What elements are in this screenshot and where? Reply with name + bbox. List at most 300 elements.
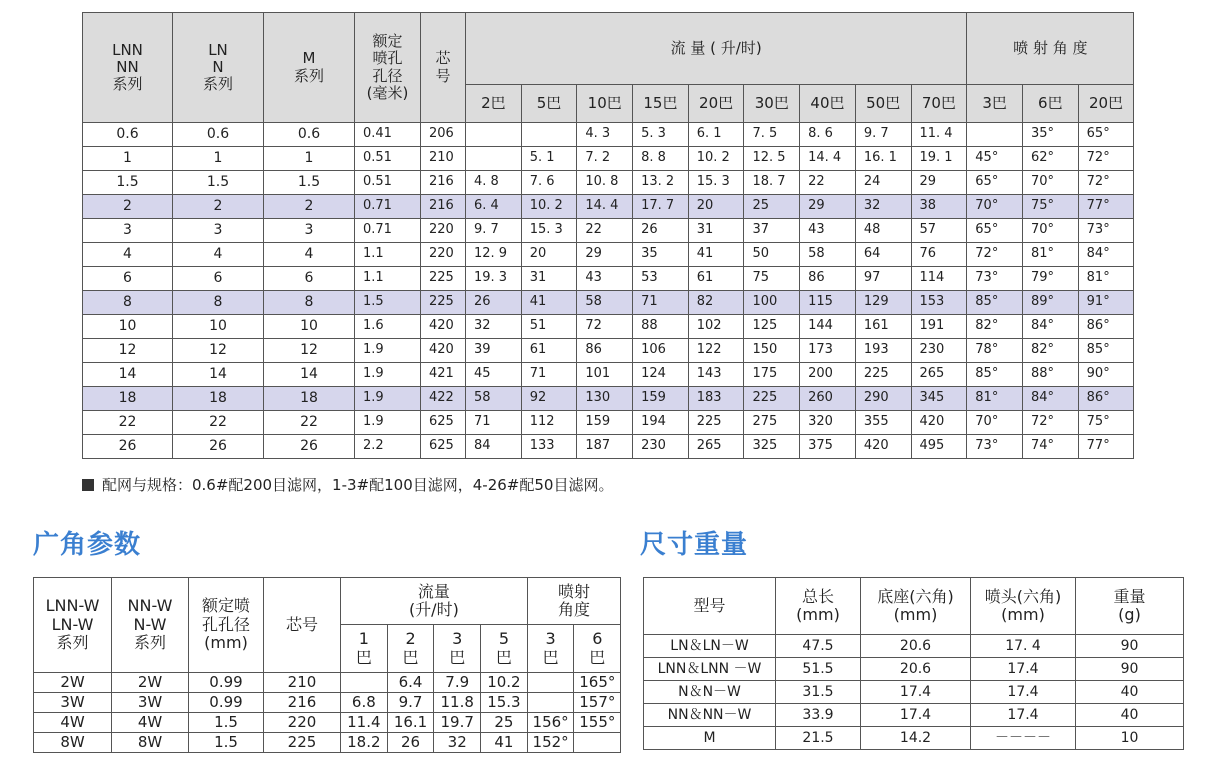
table-cell: 290 bbox=[855, 387, 911, 411]
table-cell: 175 bbox=[744, 363, 800, 387]
table-cell: 1 bbox=[83, 147, 173, 171]
header-nn-w-series: NN-W N-W 系列 bbox=[112, 578, 189, 673]
table-cell: 2.2 bbox=[355, 435, 421, 459]
table-cell: 20 bbox=[521, 243, 577, 267]
table-cell: 1.5 bbox=[189, 733, 264, 753]
table-cell: 225 bbox=[855, 363, 911, 387]
header-flow-pressure: 30巴 bbox=[744, 85, 800, 123]
table-cell: 144 bbox=[800, 315, 856, 339]
table-cell: 4W bbox=[112, 713, 189, 733]
table-cell: 225 bbox=[688, 411, 744, 435]
table-cell: 125 bbox=[744, 315, 800, 339]
table-cell: 71 bbox=[521, 363, 577, 387]
table-row bbox=[644, 658, 1184, 681]
table-cell: 50 bbox=[744, 243, 800, 267]
table-row bbox=[83, 267, 1134, 291]
table-cell: 8. 8 bbox=[633, 147, 689, 171]
table-row bbox=[83, 243, 1134, 267]
table-cell: 29 bbox=[911, 171, 967, 195]
table-cell: 41 bbox=[688, 243, 744, 267]
table-cell: 61 bbox=[521, 339, 577, 363]
header-flow-pressure: 20巴 bbox=[688, 85, 744, 123]
table-cell: 1.9 bbox=[355, 339, 421, 363]
table-cell: 325 bbox=[744, 435, 800, 459]
table-cell: 65° bbox=[1078, 123, 1134, 147]
table-cell: 375 bbox=[800, 435, 856, 459]
table-cell: 265 bbox=[688, 435, 744, 459]
header-ln-series: LN N 系列 bbox=[173, 13, 264, 123]
table-cell: 420 bbox=[855, 435, 911, 459]
table-cell: 58 bbox=[800, 243, 856, 267]
table-cell: 6.8 bbox=[341, 693, 388, 713]
table-cell: M bbox=[644, 727, 776, 750]
table-cell: 12. 9 bbox=[466, 243, 522, 267]
table-cell: 18 bbox=[264, 387, 355, 411]
table-cell: 75 bbox=[744, 267, 800, 291]
table-cell: 85° bbox=[1078, 339, 1134, 363]
table-cell: 165° bbox=[574, 673, 621, 693]
header-angle-pressure: 3巴 bbox=[967, 85, 1023, 123]
table-row bbox=[34, 673, 621, 693]
table-cell: 115 bbox=[800, 291, 856, 315]
table-cell: 22 bbox=[577, 219, 633, 243]
header-lnn-series: LNN NN 系列 bbox=[83, 13, 173, 123]
table-cell: 173 bbox=[800, 339, 856, 363]
table-cell: 1 bbox=[264, 147, 355, 171]
table-cell: 16. 1 bbox=[855, 147, 911, 171]
table-cell: 420 bbox=[421, 339, 466, 363]
table-row bbox=[34, 733, 621, 753]
table-row bbox=[644, 681, 1184, 704]
table-cell: 70° bbox=[967, 195, 1023, 219]
table-cell: 84° bbox=[1022, 387, 1078, 411]
table-cell: 11.4 bbox=[341, 713, 388, 733]
table-cell: 10 bbox=[1076, 727, 1184, 750]
header-cell: 底座(六角) (mm) bbox=[861, 578, 971, 635]
table-row bbox=[83, 147, 1134, 171]
table-cell: 0.51 bbox=[355, 171, 421, 195]
table-cell: 17.4 bbox=[861, 681, 971, 704]
table-cell: 74° bbox=[1022, 435, 1078, 459]
table-cell: 124 bbox=[633, 363, 689, 387]
table-cell: 86° bbox=[1078, 315, 1134, 339]
table-cell: 41 bbox=[521, 291, 577, 315]
table-cell: 71 bbox=[466, 411, 522, 435]
table-cell: 4. 3 bbox=[577, 123, 633, 147]
table-cell: 31 bbox=[521, 267, 577, 291]
table-cell: 10. 2 bbox=[688, 147, 744, 171]
table-cell: 0.99 bbox=[189, 673, 264, 693]
table-cell: 100 bbox=[744, 291, 800, 315]
table-cell: 88 bbox=[633, 315, 689, 339]
table-cell: 1.9 bbox=[355, 411, 421, 435]
table-cell: 193 bbox=[855, 339, 911, 363]
table-cell: 29 bbox=[800, 195, 856, 219]
table-row bbox=[83, 219, 1134, 243]
table-cell: 6. 4 bbox=[466, 195, 522, 219]
table-cell: 14 bbox=[83, 363, 173, 387]
table-cell: 32 bbox=[855, 195, 911, 219]
table-cell: 155° bbox=[574, 713, 621, 733]
table-cell: 45° bbox=[967, 147, 1023, 171]
table-cell bbox=[527, 693, 574, 713]
table-cell: 130 bbox=[577, 387, 633, 411]
table-cell: 156° bbox=[527, 713, 574, 733]
table-cell: 3 bbox=[173, 219, 264, 243]
table-cell: 57 bbox=[911, 219, 967, 243]
table-cell: 20.6 bbox=[861, 635, 971, 658]
header-flow-pressure: 2巴 bbox=[466, 85, 522, 123]
table-cell: 4 bbox=[173, 243, 264, 267]
table-cell: 18 bbox=[83, 387, 173, 411]
table-cell: 12 bbox=[264, 339, 355, 363]
table-cell: 51.5 bbox=[776, 658, 861, 681]
table-cell: 10.2 bbox=[481, 673, 528, 693]
table-cell: 7. 2 bbox=[577, 147, 633, 171]
table-cell: 25 bbox=[481, 713, 528, 733]
table-cell: 39 bbox=[466, 339, 522, 363]
table-cell: 35 bbox=[633, 243, 689, 267]
table-cell: 112 bbox=[521, 411, 577, 435]
table-cell: 92 bbox=[521, 387, 577, 411]
table-cell bbox=[341, 673, 388, 693]
table-cell: 17. 4 bbox=[971, 635, 1076, 658]
table-row bbox=[644, 704, 1184, 727]
table-cell: N＆N－W bbox=[644, 681, 776, 704]
table-cell: 90 bbox=[1076, 658, 1184, 681]
table-cell: 71 bbox=[633, 291, 689, 315]
table-cell: 220 bbox=[421, 219, 466, 243]
table-cell: 40 bbox=[1076, 681, 1184, 704]
header-orifice: 额定喷 孔孔径 (mm) bbox=[189, 578, 264, 673]
header-flow: 流 量 ( 升/时) bbox=[466, 13, 967, 85]
table-cell: 133 bbox=[521, 435, 577, 459]
table-cell: 58 bbox=[466, 387, 522, 411]
table-cell: 0.51 bbox=[355, 147, 421, 171]
header-flow-pressure: 5巴 bbox=[521, 85, 577, 123]
table-cell: 73° bbox=[967, 435, 1023, 459]
table-cell: 32 bbox=[466, 315, 522, 339]
table-cell: 32 bbox=[434, 733, 481, 753]
table-cell: 18. 7 bbox=[744, 171, 800, 195]
table-cell: 17.4 bbox=[971, 681, 1076, 704]
table-cell: 85° bbox=[967, 363, 1023, 387]
header-cell: 总长 (mm) bbox=[776, 578, 861, 635]
table-cell: 15. 3 bbox=[688, 171, 744, 195]
table-cell bbox=[521, 123, 577, 147]
table-cell: 33.9 bbox=[776, 704, 861, 727]
table-cell: 29 bbox=[577, 243, 633, 267]
table-cell: 9.7 bbox=[387, 693, 434, 713]
table-cell: 625 bbox=[421, 411, 466, 435]
header-m-series: M 系列 bbox=[264, 13, 355, 123]
table-cell: 25 bbox=[744, 195, 800, 219]
table-cell: 4 bbox=[264, 243, 355, 267]
table-cell: 187 bbox=[577, 435, 633, 459]
table-cell: 84 bbox=[466, 435, 522, 459]
table-cell: 1.9 bbox=[355, 363, 421, 387]
table-cell: 14 bbox=[173, 363, 264, 387]
table-cell: 17.4 bbox=[861, 704, 971, 727]
table-cell: 4W bbox=[34, 713, 112, 733]
table-row bbox=[83, 195, 1134, 219]
table-cell: 65° bbox=[967, 171, 1023, 195]
table-cell: 77° bbox=[1078, 435, 1134, 459]
table-cell bbox=[574, 733, 621, 753]
table-cell: 43 bbox=[577, 267, 633, 291]
table-cell: 48 bbox=[855, 219, 911, 243]
table-cell: 84° bbox=[1022, 315, 1078, 339]
table-row bbox=[83, 315, 1134, 339]
table-cell: 58 bbox=[577, 291, 633, 315]
table-cell: 10. 2 bbox=[521, 195, 577, 219]
table-cell: 265 bbox=[911, 363, 967, 387]
header-cell: 喷头(六角) (mm) bbox=[971, 578, 1076, 635]
table-cell: 129 bbox=[855, 291, 911, 315]
table-cell: 12 bbox=[173, 339, 264, 363]
table-cell bbox=[967, 123, 1023, 147]
table-cell: 65° bbox=[967, 219, 1023, 243]
table-cell: 225 bbox=[744, 387, 800, 411]
table-row bbox=[644, 727, 1184, 750]
table-cell: 10 bbox=[173, 315, 264, 339]
table-cell: 22 bbox=[83, 411, 173, 435]
table-cell: 20 bbox=[688, 195, 744, 219]
table-cell: 3 bbox=[264, 219, 355, 243]
table-cell: 143 bbox=[688, 363, 744, 387]
table-cell: 220 bbox=[421, 243, 466, 267]
table-cell: 320 bbox=[800, 411, 856, 435]
table-cell: 19. 1 bbox=[911, 147, 967, 171]
table-cell: 8 bbox=[264, 291, 355, 315]
table-cell: 225 bbox=[421, 291, 466, 315]
table-cell: 3 bbox=[83, 219, 173, 243]
table-cell: 0.99 bbox=[189, 693, 264, 713]
table-cell bbox=[527, 673, 574, 693]
table-cell: 10. 8 bbox=[577, 171, 633, 195]
table-cell: 4. 8 bbox=[466, 171, 522, 195]
table-cell: 82° bbox=[1022, 339, 1078, 363]
size-weight-title: 尺寸重量 bbox=[640, 530, 749, 560]
table-cell: 84° bbox=[1078, 243, 1134, 267]
table-cell: 85° bbox=[967, 291, 1023, 315]
table-cell: 1.6 bbox=[355, 315, 421, 339]
header-cell: 型号 bbox=[644, 578, 776, 635]
table-cell: LNN＆LNN －W bbox=[644, 658, 776, 681]
table-cell: 72 bbox=[577, 315, 633, 339]
table-row bbox=[83, 435, 1134, 459]
table-row bbox=[83, 123, 1134, 147]
table-row bbox=[83, 387, 1134, 411]
table-cell: 210 bbox=[421, 147, 466, 171]
table-cell: 153 bbox=[911, 291, 967, 315]
table-row bbox=[34, 693, 621, 713]
table-cell: 14.2 bbox=[861, 727, 971, 750]
table-cell: 114 bbox=[911, 267, 967, 291]
table-cell: 21.5 bbox=[776, 727, 861, 750]
table-cell: 17.4 bbox=[971, 658, 1076, 681]
table-cell: 17.4 bbox=[971, 704, 1076, 727]
header-angle-pressure: 20巴 bbox=[1078, 85, 1134, 123]
table-cell: 73° bbox=[1078, 219, 1134, 243]
table-cell: 40 bbox=[1076, 704, 1184, 727]
table-cell: 6 bbox=[83, 267, 173, 291]
header-flow: 流量 (升/时) bbox=[341, 578, 528, 625]
table-cell: 5. 3 bbox=[633, 123, 689, 147]
table-cell: 106 bbox=[633, 339, 689, 363]
table-cell: 79° bbox=[1022, 267, 1078, 291]
bullet-square-icon bbox=[82, 479, 94, 491]
table-cell: 26 bbox=[466, 291, 522, 315]
table-cell: 8W bbox=[112, 733, 189, 753]
table-cell: 3W bbox=[112, 693, 189, 713]
header-core: 芯 号 bbox=[421, 13, 466, 123]
table-cell: 1.5 bbox=[189, 713, 264, 733]
table-cell: 14. 4 bbox=[577, 195, 633, 219]
table-cell: 230 bbox=[633, 435, 689, 459]
table-cell: 72° bbox=[1078, 147, 1134, 171]
table-cell: 161 bbox=[855, 315, 911, 339]
header-flow-pressure: 15巴 bbox=[633, 85, 689, 123]
table-cell: 75° bbox=[1022, 195, 1078, 219]
table-cell: 81° bbox=[1022, 243, 1078, 267]
table-cell: 7.9 bbox=[434, 673, 481, 693]
table-cell: 2 bbox=[83, 195, 173, 219]
header-flow-pressure: 1 巴 bbox=[341, 625, 388, 673]
header-flow-pressure: 10巴 bbox=[577, 85, 633, 123]
table-cell: 86 bbox=[577, 339, 633, 363]
table-cell: 72° bbox=[967, 243, 1023, 267]
table-cell: 2 bbox=[173, 195, 264, 219]
table-cell: 0.6 bbox=[83, 123, 173, 147]
table-row bbox=[83, 411, 1134, 435]
table-cell: 2 bbox=[264, 195, 355, 219]
table-cell: 31 bbox=[688, 219, 744, 243]
table-cell: 216 bbox=[421, 171, 466, 195]
table-cell: 206 bbox=[421, 123, 466, 147]
table-cell: 194 bbox=[633, 411, 689, 435]
table-cell: 19.7 bbox=[434, 713, 481, 733]
table-cell: 37 bbox=[744, 219, 800, 243]
table-cell: 1.1 bbox=[355, 267, 421, 291]
table-cell: 61 bbox=[688, 267, 744, 291]
table-cell: 5. 1 bbox=[521, 147, 577, 171]
table-cell: 102 bbox=[688, 315, 744, 339]
table-cell: 86° bbox=[1078, 387, 1134, 411]
table-row bbox=[83, 171, 1134, 195]
table-cell: 62° bbox=[1022, 147, 1078, 171]
table-cell: 45 bbox=[466, 363, 522, 387]
table-cell: 4 bbox=[83, 243, 173, 267]
header-flow-pressure: 2 巴 bbox=[387, 625, 434, 673]
table-cell: 76 bbox=[911, 243, 967, 267]
table-cell: 78° bbox=[967, 339, 1023, 363]
table-cell: 70° bbox=[1022, 219, 1078, 243]
table-cell: 77° bbox=[1078, 195, 1134, 219]
table-row bbox=[83, 291, 1134, 315]
table-cell: 6 bbox=[173, 267, 264, 291]
table-cell: 26 bbox=[633, 219, 689, 243]
table-cell: 101 bbox=[577, 363, 633, 387]
table-cell: 70° bbox=[1022, 171, 1078, 195]
size-weight-table bbox=[643, 577, 1184, 750]
table-cell: 2W bbox=[112, 673, 189, 693]
table-cell: NN＆NN－W bbox=[644, 704, 776, 727]
table-cell: 72° bbox=[1022, 411, 1078, 435]
table-cell: 150 bbox=[744, 339, 800, 363]
filter-note-text: 配网与规格：0.6#配200目滤网，1-3#配100目滤网，4-26#配50目滤网。 bbox=[102, 476, 614, 494]
table-cell: 191 bbox=[911, 315, 967, 339]
table-cell: 216 bbox=[264, 693, 341, 713]
table-row bbox=[83, 339, 1134, 363]
table-cell: 82° bbox=[967, 315, 1023, 339]
table-cell: 8 bbox=[173, 291, 264, 315]
table-cell: 152° bbox=[527, 733, 574, 753]
table-cell: 210 bbox=[264, 673, 341, 693]
table-cell: LN＆LN－W bbox=[644, 635, 776, 658]
header-angle-pressure: 6 巴 bbox=[574, 625, 621, 673]
table-cell: 19. 3 bbox=[466, 267, 522, 291]
wide-angle-table bbox=[33, 577, 621, 753]
table-cell: 159 bbox=[633, 387, 689, 411]
table-cell: 9. 7 bbox=[855, 123, 911, 147]
table-cell: 82 bbox=[688, 291, 744, 315]
table-cell: 18.2 bbox=[341, 733, 388, 753]
table-cell: 26 bbox=[83, 435, 173, 459]
table-cell: 53 bbox=[633, 267, 689, 291]
table-cell: 1.1 bbox=[355, 243, 421, 267]
table-cell: 0.71 bbox=[355, 219, 421, 243]
header-flow-pressure: 50巴 bbox=[855, 85, 911, 123]
table-cell: 200 bbox=[800, 363, 856, 387]
table-cell: 625 bbox=[421, 435, 466, 459]
table-cell: 26 bbox=[173, 435, 264, 459]
table-cell: －－－－ bbox=[971, 727, 1076, 750]
header-angle: 喷 射 角 度 bbox=[967, 13, 1134, 85]
table-cell: 81° bbox=[967, 387, 1023, 411]
table-cell: 157° bbox=[574, 693, 621, 713]
table-cell: 26 bbox=[264, 435, 355, 459]
table-cell: 11.8 bbox=[434, 693, 481, 713]
table-cell: 230 bbox=[911, 339, 967, 363]
table-cell: 6 bbox=[264, 267, 355, 291]
header-angle-pressure: 3 巴 bbox=[527, 625, 574, 673]
table-cell: 275 bbox=[744, 411, 800, 435]
header-flow-pressure: 5 巴 bbox=[481, 625, 528, 673]
table-cell: 12 bbox=[83, 339, 173, 363]
table-cell: 22 bbox=[264, 411, 355, 435]
header-flow-pressure: 40巴 bbox=[800, 85, 856, 123]
filter-note bbox=[82, 474, 613, 495]
table-cell: 81° bbox=[1078, 267, 1134, 291]
table-cell: 2W bbox=[34, 673, 112, 693]
table-cell: 8 bbox=[83, 291, 173, 315]
table-cell: 10 bbox=[264, 315, 355, 339]
table-cell: 9. 7 bbox=[466, 219, 522, 243]
table-cell: 421 bbox=[421, 363, 466, 387]
table-cell: 64 bbox=[855, 243, 911, 267]
header-angle-pressure: 6巴 bbox=[1022, 85, 1078, 123]
table-cell: 20.6 bbox=[861, 658, 971, 681]
table-cell: 75° bbox=[1078, 411, 1134, 435]
table-cell: 35° bbox=[1022, 123, 1078, 147]
wide-angle-title: 广角参数 bbox=[33, 530, 142, 560]
table-row bbox=[83, 363, 1134, 387]
table-cell: 225 bbox=[421, 267, 466, 291]
table-cell: 38 bbox=[911, 195, 967, 219]
table-cell: 22 bbox=[173, 411, 264, 435]
table-cell: 24 bbox=[855, 171, 911, 195]
